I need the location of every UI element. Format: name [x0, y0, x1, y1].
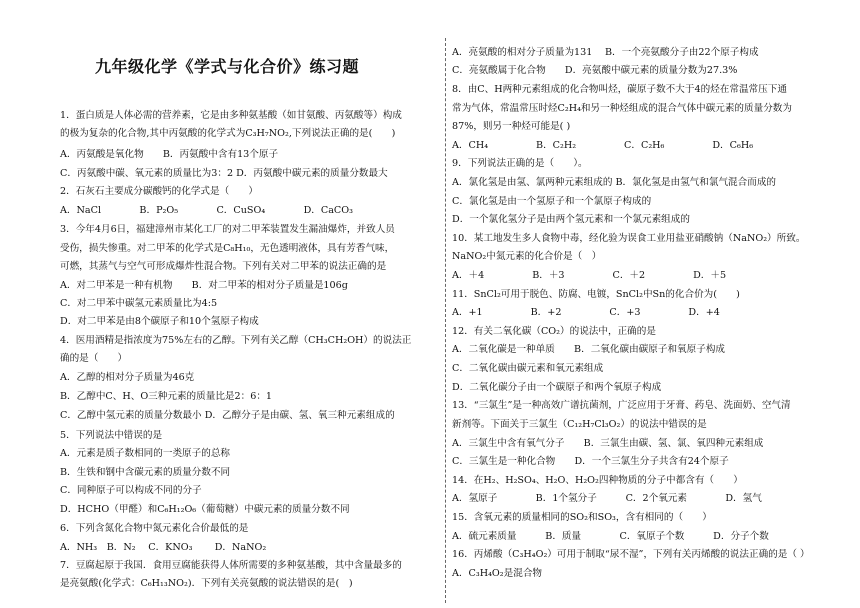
right-line: D．二氧化碳分子由一个碳原子和两个氧原子构成	[452, 382, 662, 393]
right-line: D．一个氯化氢分子是由两个氢元素和一个氯元素组成的	[452, 214, 690, 225]
right-line: 13．“三氯生”是一种高效广谱抗菌剂，广泛应用于牙膏、药皂、洗面奶、空气清	[452, 400, 791, 411]
left-line: C．丙氨酸中碳、氧元素的质量比为3：2 D．丙氨酸中碳元素的质量分数最大	[60, 168, 388, 179]
right-line: 87%，则另一种烃可能是( )	[452, 121, 571, 132]
right-line: 11．SnCl₂可用于脱色、防腐、电镀，SnCl₂中Sn的化合价为( )	[452, 289, 740, 300]
right-line: 12．有关二氧化碳（CO₂）的说法中，正确的是	[452, 326, 656, 337]
left-line: 5．下列说法中错误的是	[60, 430, 163, 441]
left-line: B．生铁和钢中含碳元素的质量分数不同	[60, 467, 231, 478]
left-line: A．元素是质子数相同的一类原子的总称	[60, 448, 231, 459]
right-line: A．+1 B．+2 C．+3 D．+4	[452, 307, 720, 318]
left-line: 是亮氨酸(化学式：C₆H₁₃NO₂)．下列有关亮氨酸的说法错误的是( )	[60, 578, 353, 589]
left-line: B．乙醇中C、H、O三种元素的质量比是2：6：1	[60, 391, 273, 402]
right-line: C．三氯生是一种化合物 D．一个三氯生分子共含有24个原子	[452, 456, 729, 467]
left-line: 3．今年4月6日，福建漳州市某化工厂的对二甲苯装置发生漏油爆炸，并致人员	[60, 224, 395, 235]
left-line: D．HCHO（甲醛）和C₆H₁₂O₆（葡萄糖）中碳元素的质量分数不同	[60, 504, 350, 515]
left-line: C．同种原子可以构成不同的分子	[60, 485, 202, 496]
left-line: 6．下列含氮化合物中氮元素化合价最低的是	[60, 523, 249, 534]
right-line: NaNO₂中氮元素的化合价是（ ）	[452, 251, 602, 262]
right-line: 14．在H₂、H₂SO₄、H₂O、H₂O₂四种物质的分子中都含有（ ）	[452, 475, 743, 486]
page-title: 九年级化学《学式与化合价》练习题	[95, 57, 360, 76]
left-line: A．对二甲苯是一种有机物 B．对二甲苯的相对分子质量是106g	[60, 280, 348, 291]
right-line: 10．某工地发生多人食物中毒，经化验为误食工业用盐亚硝酸钠（NaNO₂）所致。	[452, 233, 806, 244]
left-line: D．对二甲苯是由8个碳原子和10个氢原子构成	[60, 316, 259, 327]
right-line: 9．下列说法正确的是（ ）。	[452, 158, 588, 169]
right-line: 新剂等。下面关于三氯生（C₁₂H₇Cl₃O₂）的说法中错误的是	[452, 419, 707, 430]
right-line: 16．丙烯酸（C₃H₄O₂）可用于制取“尿不湿”，下列有关丙烯酸的说法正确的是（ ）	[452, 549, 810, 560]
right-line: 15．含氧元素的质量相同的SO₂和SO₃，含有相同的（ ）	[452, 512, 712, 523]
right-line: A．C₃H₄O₂是混合物	[452, 568, 543, 579]
left-line: 4．医用酒精是指浓度为75%左右的乙醇。下列有关乙醇（CH₃CH₂OH）的说法正	[60, 335, 412, 346]
left-line: A．NH₃ B．N₂ C．KNO₃ D．NaNO₂	[60, 542, 267, 553]
right-line: A．亮氨酸的相对分子质量为131 B．一个亮氨酸分子由22个原子构成	[452, 47, 759, 58]
right-line: A．氯化氢是由氢、氯两种元素组成的 B．氯化氢是由氢气和氯气混合而成的	[452, 177, 777, 188]
right-line: A．CH₄ B．C₂H₂ C．C₂H₆ D．C₆H₆	[452, 140, 754, 151]
left-line: 的极为复杂的化合物,其中丙氨酸的化学式为C₃H₇NO₂,下列说法正确的是( )	[60, 128, 396, 139]
left-line: 确的是（ ）	[60, 353, 128, 364]
right-line: C．亮氨酸属于化合物 D．亮氨酸中碳元素的质量分数为27.3%	[452, 65, 738, 76]
left-line: 可燃，其蒸气与空气可形成爆炸性混合物。下列有关对二甲苯的说法正确的是	[60, 261, 387, 272]
right-line: A．硫元素质量 B．质量 C．氧原子个数 D．分子个数	[452, 531, 769, 542]
right-line: C．氯化氢是由一个氢原子和一个氯原子构成的	[452, 196, 652, 207]
right-line: 8．由C、H两种元素组成的化合物叫烃，碳原子数不大于4的烃在常温常压下通	[452, 84, 787, 95]
right-line: 常为气体，常温常压时烃C₂H₄和另一种烃组成的混合气体中碳元素的质量分数为	[452, 103, 792, 114]
right-line: A．三氯生中含有氧气分子 B．三氯生由碳、氢、氯、氧四种元素组成	[452, 438, 764, 449]
left-line: A．乙醇的相对分子质量为46克	[60, 372, 195, 383]
column-divider	[445, 38, 446, 603]
right-line: A．二氧化碳是一种单质 B．二氧化碳由碳原子和氧原子构成	[452, 344, 726, 355]
left-line: 受伤，损失惨重。对二甲苯的化学式是C₈H₁₀，无色透明液体，具有芳香气味，	[60, 243, 395, 254]
left-line: 1．蛋白质是人体必需的营养素，它是由多种氨基酸（如甘氨酸、丙氨酸等）构成	[60, 110, 402, 121]
right-line: A．氢原子 B．1个氢分子 C．2个氧元素 D．氢气	[452, 493, 762, 504]
right-line: C．二氧化碳由碳元素和氧元素组成	[452, 363, 604, 374]
left-line: 7．豆腐起原于我国．食用豆腐能获得人体所需要的多种氨基酸，其中含量最多的	[60, 560, 402, 571]
right-line: A．＋4 B．＋3 C．＋2 D．＋5	[452, 270, 727, 281]
left-line: C．对二甲苯中碳氢元素质量比为4:5	[60, 298, 218, 309]
left-line: A．NaCl B．P₂O₅ C．CuSO₄ D．CaCO₃	[60, 205, 353, 216]
left-line: C．乙醇中氢元素的质量分数最小 D．乙醇分子是由碳、氢、氧三种元素组成的	[60, 410, 395, 421]
left-line: 2．石灰石主要成分碳酸钙的化学式是（ ）	[60, 186, 258, 197]
left-line: A．丙氨酸是氧化物 B．丙氨酸中含有13个原子	[60, 149, 279, 160]
